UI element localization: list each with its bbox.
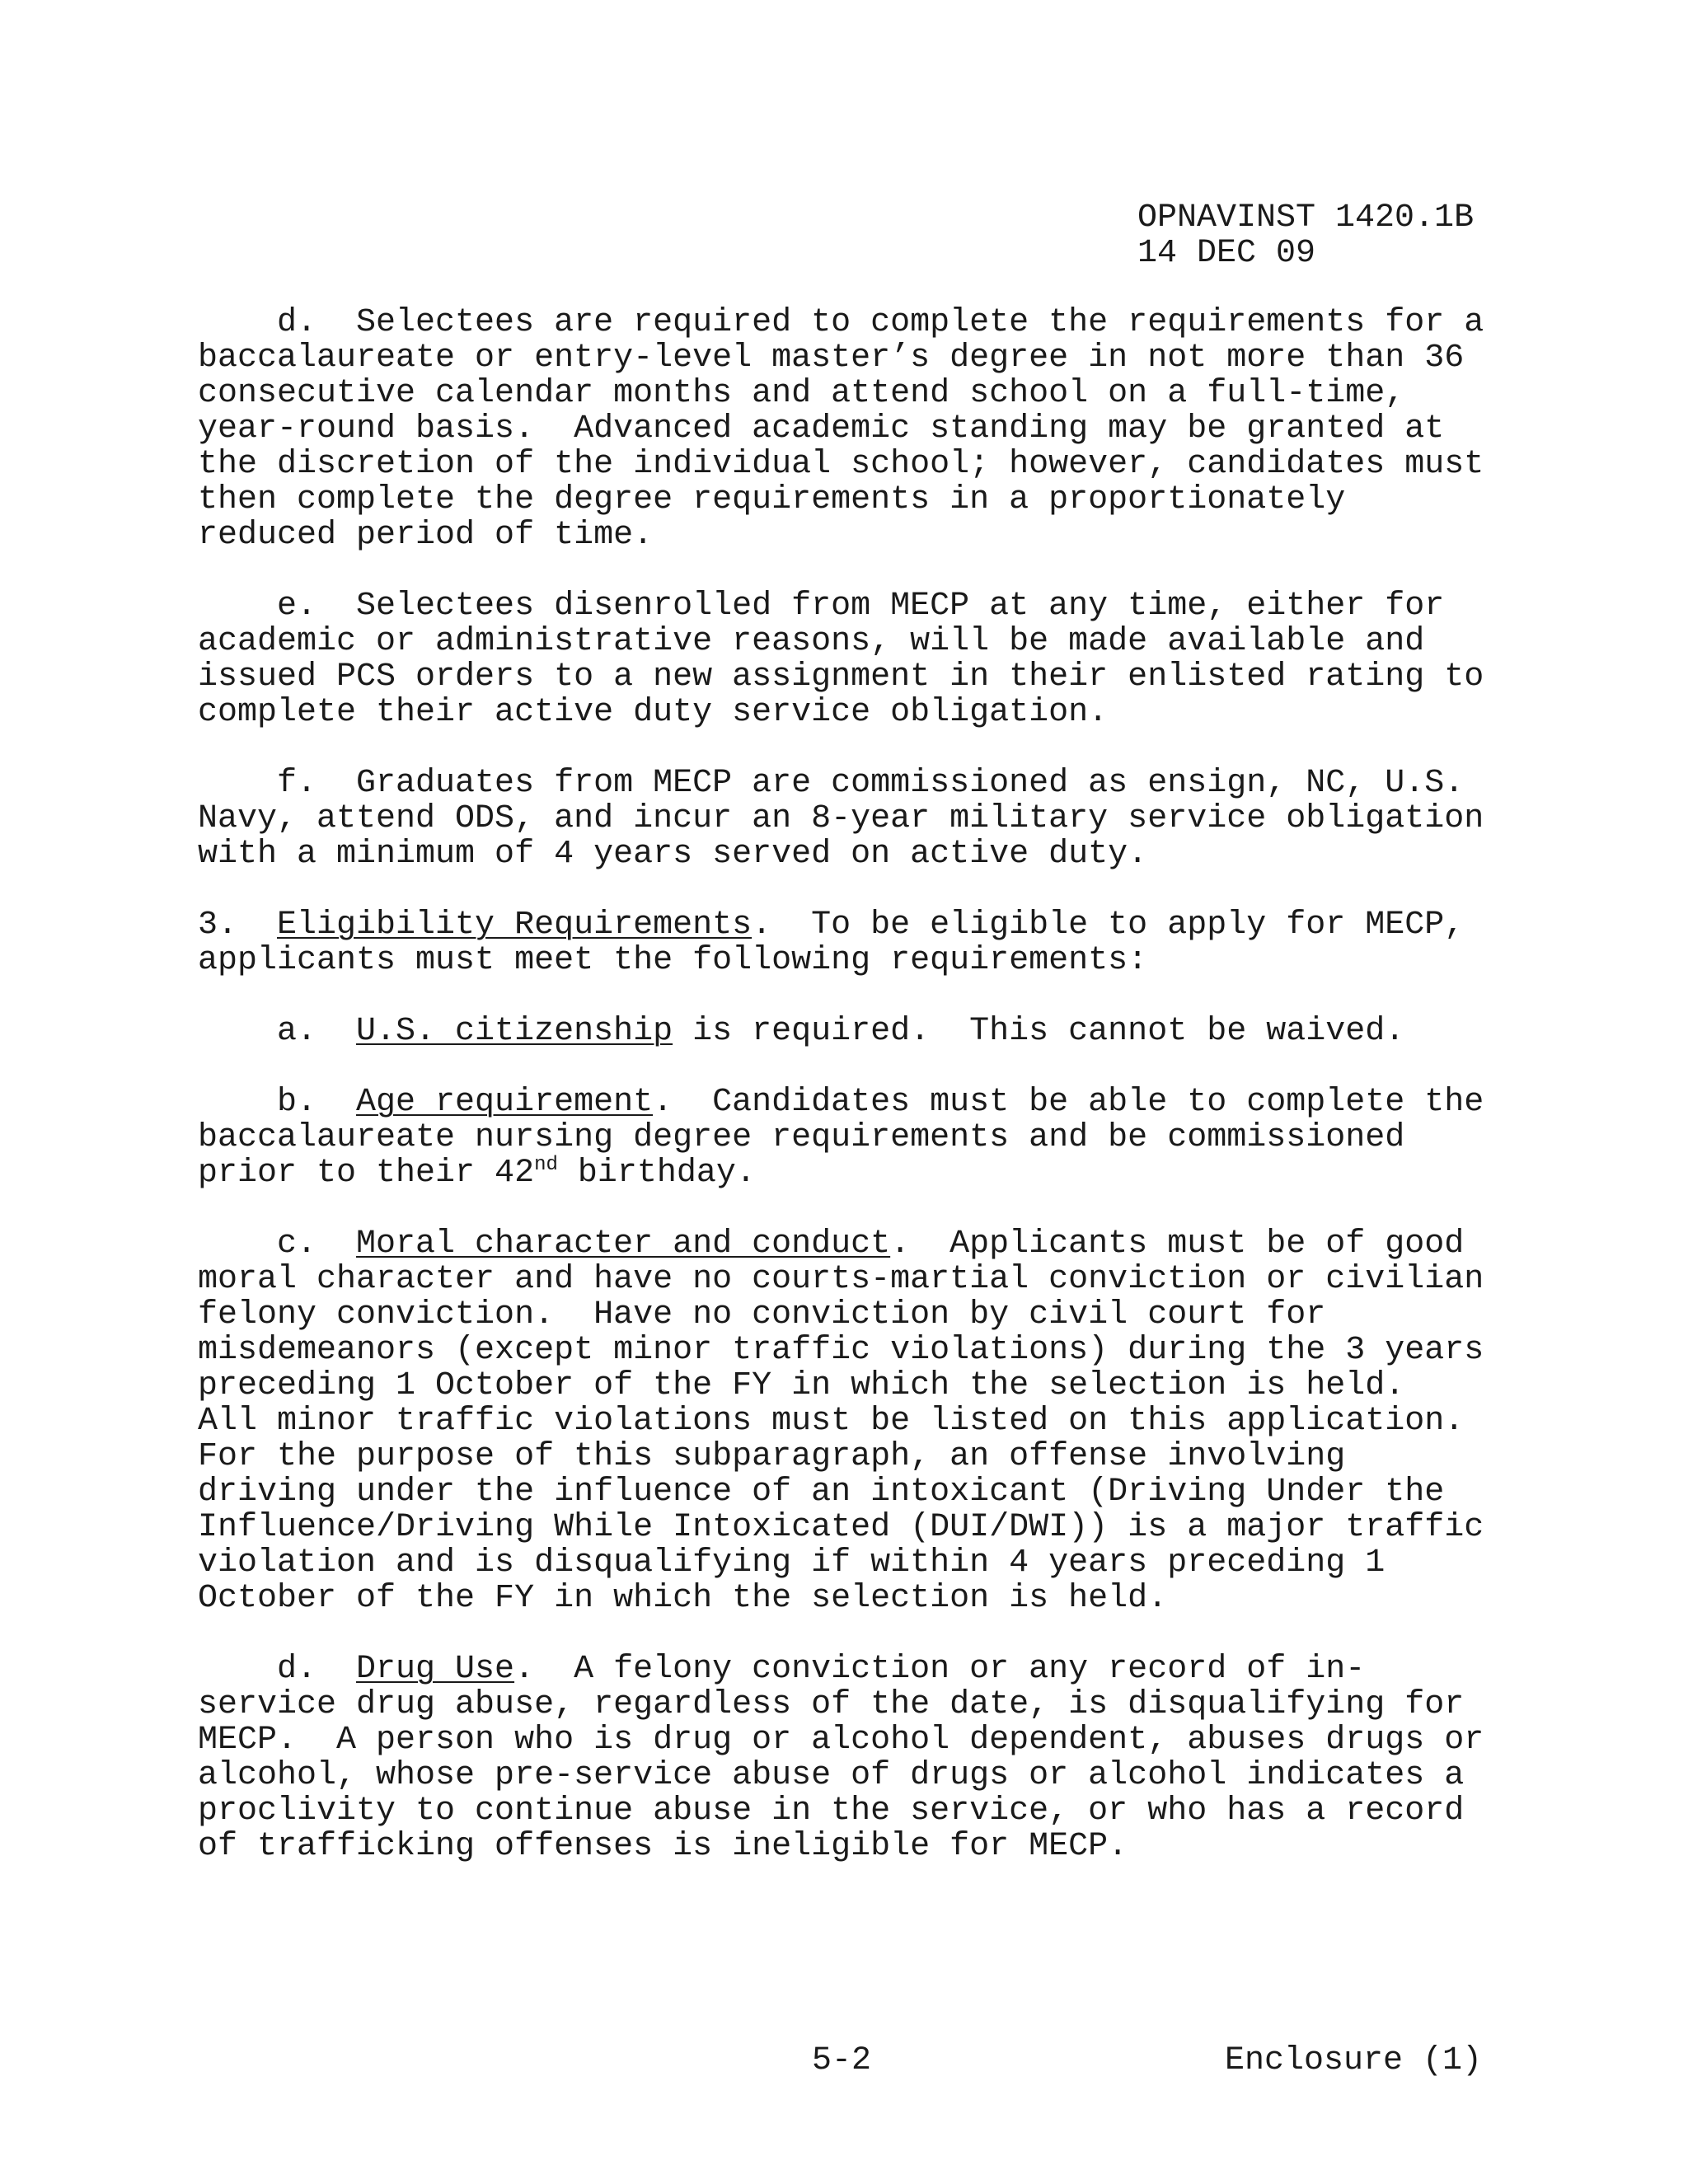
text-line: then complete the degree requirements in a proportionately	[198, 481, 1346, 518]
text-line	[198, 907, 1500, 943]
document-body	[198, 305, 1500, 1900]
text-line: October of the FY in which the selection is held.	[198, 1580, 1168, 1617]
text-line: service drug abuse, regardless of the date, is disqualifying for	[198, 1686, 1465, 1723]
text-line: Influence/Driving While Intoxicated (DUI/DWI)) is a major traffic	[198, 1509, 1484, 1546]
text-line: felony conviction. Have no conviction by civil court for	[198, 1296, 1326, 1333]
text-line	[198, 1652, 1500, 1687]
paragraph-2f	[198, 766, 1500, 872]
paragraph-3b	[198, 1085, 1500, 1191]
text-line: reduced period of time.	[198, 517, 654, 554]
text-line	[198, 1155, 1500, 1191]
text-line: consecutive calendar months and attend school on a full-time,	[198, 375, 1405, 412]
item-title: Age requirement	[356, 1084, 654, 1121]
text-line: year-round basis. Advanced academic standing may be granted at	[198, 410, 1445, 448]
instruction-number: OPNAVINST 1420.1B	[1137, 199, 1475, 237]
text-line: moral character and have no courts-martial conviction or civilian	[198, 1261, 1484, 1298]
text-line: issued PCS orders to a new assignment in their enlisted rating to	[198, 658, 1484, 696]
item-text: . Candidates must be able to complete the	[653, 1084, 1484, 1121]
paragraph-2e	[198, 588, 1500, 730]
text-line: Navy, attend ODS, and incur an 8-year military service obligation	[198, 800, 1484, 837]
text-line: All minor traffic violations must be listed on this application.	[198, 1403, 1465, 1440]
text-line: For the purpose of this subparagraph, an offense involving	[198, 1438, 1346, 1475]
text-line	[198, 1226, 1500, 1262]
item-text: prior to their 42	[198, 1155, 535, 1192]
ordinal-suffix: nd	[534, 1154, 558, 1176]
text-line: proclivity to continue abuse in the service, or who has a record	[198, 1793, 1465, 1830]
section-number: 3.	[198, 907, 278, 944]
item-text: . A felony conviction or any record of in-	[514, 1651, 1366, 1688]
section-title: Eligibility Requirements	[277, 907, 753, 944]
text-line: academic or administrative reasons, will be made available and	[198, 623, 1425, 660]
item-title: Drug Use	[356, 1651, 515, 1688]
text-line	[198, 1014, 1500, 1049]
text-line	[198, 1085, 1500, 1120]
text-line: preceding 1 October of the FY in which the selection is held.	[198, 1367, 1405, 1404]
text-line: MECP. A person who is drug or alcohol dependent, abuses drugs or	[198, 1722, 1484, 1759]
text-line: d. Selectees are required to complete the requirements for a	[198, 304, 1484, 341]
text-line: violation and is disqualifying if within 4 years preceding 1	[198, 1544, 1386, 1582]
section-3-eligibility	[198, 907, 1500, 978]
text-line: e. Selectees disenrolled from MECP at any time, either for	[198, 588, 1445, 625]
page-number: 5-2	[812, 2042, 872, 2079]
document-header	[1137, 200, 1474, 271]
paragraph-3c	[198, 1226, 1500, 1616]
text-line: of trafficking offenses is ineligible for MECP.	[198, 1828, 1128, 1865]
text-line: the discretion of the individual school; however, candidates must	[198, 446, 1484, 483]
item-text: . Applicants must be of good	[890, 1226, 1465, 1263]
paragraph-3a	[198, 1014, 1500, 1049]
enclosure-label: Enclosure (1)	[1225, 2042, 1483, 2079]
item-text: is required. This cannot be waived.	[673, 1013, 1405, 1050]
item-label: c.	[198, 1226, 357, 1263]
text-line: alcohol, whose pre-service abuse of drugs or alcohol indicates a	[198, 1757, 1465, 1794]
text-line: with a minimum of 4 years served on active duty.	[198, 836, 1148, 873]
section-intro: . To be eligible to apply for MECP,	[752, 907, 1465, 944]
item-label: a.	[198, 1013, 357, 1050]
text-line: baccalaureate or entry-level master’s degree in not more than 36	[198, 340, 1465, 377]
item-title: U.S. citizenship	[356, 1013, 673, 1050]
text-line: complete their active duty service obligation.	[198, 694, 1109, 731]
item-label: d.	[198, 1651, 357, 1688]
paragraph-3d	[198, 1652, 1500, 1864]
item-label: b.	[198, 1084, 357, 1121]
item-text: birthday.	[557, 1155, 756, 1192]
instruction-date: 14 DEC 09	[1137, 235, 1316, 272]
text-line: misdemeanors (except minor traffic violations) during the 3 years	[198, 1332, 1484, 1369]
text-line: f. Graduates from MECP are commissioned as ensign, NC, U.S.	[198, 765, 1465, 802]
item-title: Moral character and conduct	[356, 1226, 891, 1263]
text-line: applicants must meet the following requirements:	[198, 942, 1148, 979]
text-line: driving under the influence of an intoxicant (Driving Under the	[198, 1474, 1445, 1511]
paragraph-2d	[198, 305, 1500, 553]
text-line: baccalaureate nursing degree requirements and be commissioned	[198, 1119, 1405, 1156]
